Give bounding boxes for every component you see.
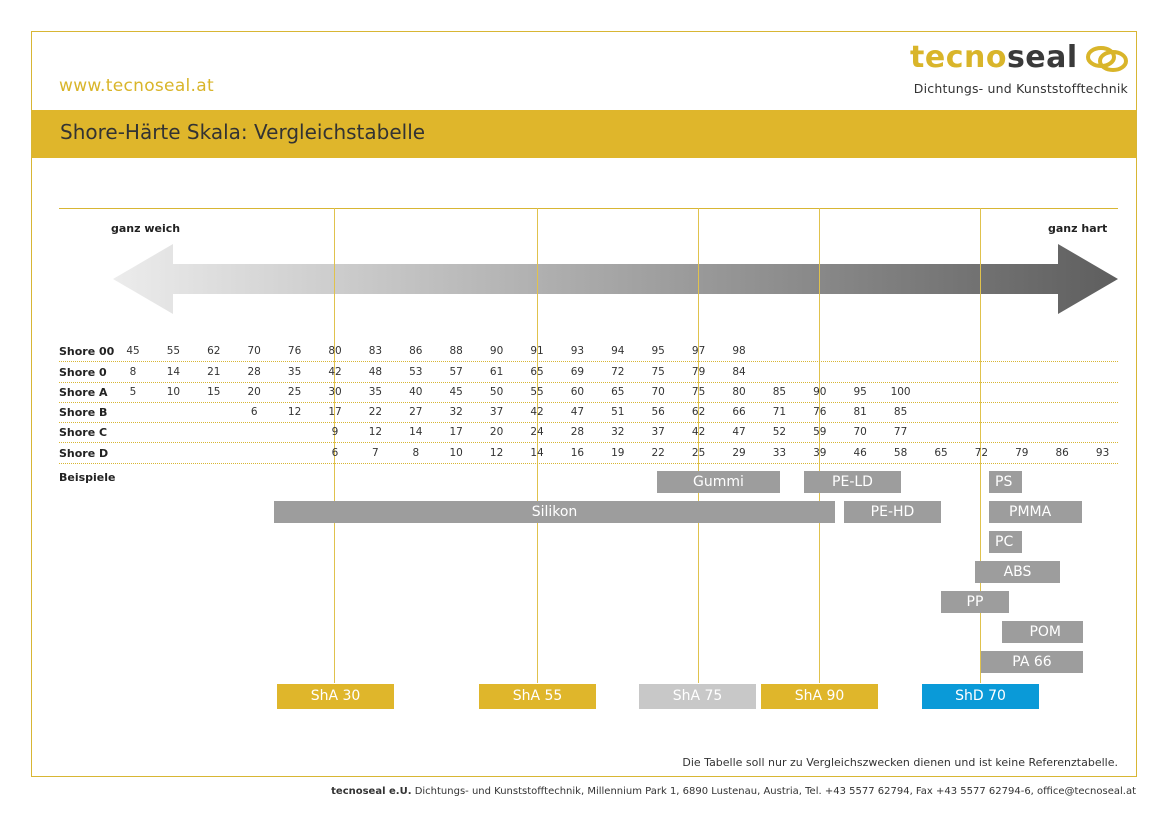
page-title: Shore-Härte Skala: Vergleichstabelle	[60, 120, 426, 144]
table-cell: 61	[489, 366, 504, 378]
table-cell: 70	[247, 345, 261, 357]
table-cell: 42	[328, 366, 342, 378]
hard-label: ganz hart	[1048, 222, 1108, 235]
marker-sha-75: ShA 75	[639, 684, 756, 709]
table-cell: 75	[651, 366, 665, 378]
table-cell: 24	[530, 426, 544, 438]
table-cell: 50	[489, 386, 504, 398]
table-cell: 80	[732, 386, 746, 398]
table-cell: 56	[651, 406, 665, 418]
table-cell: 62	[207, 345, 221, 357]
website-url[interactable]: www.tecnoseal.at	[59, 76, 214, 96]
table-cell: 55	[166, 345, 181, 357]
row-label: Shore D	[59, 447, 109, 460]
table-cell: 37	[651, 426, 665, 438]
table-cell: 39	[813, 447, 827, 459]
table-cell: 17	[449, 426, 463, 438]
table-cell: 33	[772, 447, 787, 459]
table-cell: 70	[651, 386, 665, 398]
guide-line	[698, 208, 699, 683]
table-cell: 95	[651, 345, 665, 357]
table-cell: 51	[611, 406, 625, 418]
table-cell: 32	[449, 406, 463, 418]
table-cell: 65	[530, 366, 544, 378]
table-cell: 27	[409, 406, 423, 418]
table-cell: 45	[126, 345, 140, 357]
table-cell: 37	[489, 406, 504, 418]
table-cell: 90	[489, 345, 504, 357]
table-cell: 14	[409, 426, 423, 438]
table-cell: 86	[1055, 447, 1069, 459]
guide-line	[819, 208, 820, 683]
table-cell: 19	[611, 447, 625, 459]
table-cell: 76	[813, 406, 827, 418]
material-bar-pom: POM	[1002, 621, 1083, 643]
table-cell: 62	[691, 406, 706, 418]
table-cell: 72	[974, 447, 989, 459]
table-cell: 8	[129, 366, 137, 378]
table-cell: 97	[691, 345, 706, 357]
guide-line	[537, 208, 538, 683]
table-cell: 14	[166, 366, 181, 378]
table-cell: 20	[489, 426, 504, 438]
row-label: Shore B	[59, 406, 108, 419]
table-cell: 98	[732, 345, 746, 357]
table-cell: 12	[368, 426, 383, 438]
row-label: Shore C	[59, 426, 108, 439]
table-cell: 17	[328, 406, 342, 418]
material-bar-pe-hd: PE-HD	[844, 501, 941, 523]
row-divider	[59, 463, 1118, 464]
table-cell: 69	[570, 366, 585, 378]
table-cell: 94	[611, 345, 625, 357]
material-bar-silikon: Silikon	[274, 501, 835, 523]
material-bar-ps: PS	[989, 471, 1022, 493]
table-cell: 32	[611, 426, 625, 438]
table-cell: 52	[772, 426, 787, 438]
table-cell: 95	[853, 386, 867, 398]
table-cell: 35	[287, 366, 302, 378]
table-cell: 81	[853, 406, 867, 418]
table-cell: 10	[166, 386, 181, 398]
footer-address: tecnoseal e.U. Dichtungs- und Kunststofftechnik, Millennium Park 1, 6890 Lustenau, Austria, Tel. +43 5577 62794, Fax +43 5577 62794-6, office@tecnoseal.at	[331, 786, 1136, 797]
marker-sha-30: ShA 30	[277, 684, 394, 709]
row-divider	[59, 422, 1118, 423]
table-cell: 90	[813, 386, 827, 398]
table-cell: 21	[207, 366, 221, 378]
row-label: Shore 00	[59, 345, 115, 358]
table-cell: 12	[287, 406, 302, 418]
row-label: Shore 0	[59, 366, 107, 379]
row-label: Shore A	[59, 386, 108, 399]
table-cell: 16	[570, 447, 585, 459]
guide-line	[334, 208, 335, 683]
marker-sha-55: ShA 55	[479, 684, 596, 709]
soft-label: ganz weich	[111, 222, 181, 235]
marker-shd-70: ShD 70	[922, 684, 1039, 709]
logo-subtitle: Dichtungs- und Kunststofftechnik	[913, 81, 1128, 96]
table-cell: 22	[651, 447, 665, 459]
table-cell: 47	[570, 406, 585, 418]
table-cell: 12	[489, 447, 504, 459]
table-cell: 48	[368, 366, 383, 378]
table-cell: 91	[530, 345, 544, 357]
table-cell: 20	[247, 386, 261, 398]
table-cell: 85	[893, 406, 908, 418]
row-divider	[59, 361, 1118, 362]
table-cell: 65	[934, 447, 948, 459]
table-cell: 75	[691, 386, 706, 398]
table-cell: 28	[570, 426, 585, 438]
table-cell: 100	[890, 386, 911, 398]
table-cell: 42	[691, 426, 706, 438]
table-cell: 70	[853, 426, 867, 438]
table-cell: 7	[372, 447, 379, 459]
table-cell: 22	[368, 406, 383, 418]
table-cell: 29	[732, 447, 746, 459]
table-cell: 15	[207, 386, 221, 398]
table-cell: 79	[691, 366, 706, 378]
material-bar-pe-ld: PE-LD	[804, 471, 901, 493]
table-cell: 59	[813, 426, 827, 438]
table-cell: 47	[732, 426, 746, 438]
table-cell: 65	[611, 386, 625, 398]
table-cell: 93	[1095, 447, 1110, 459]
table-cell: 10	[449, 447, 463, 459]
table-cell: 77	[893, 426, 908, 438]
table-cell: 25	[691, 447, 706, 459]
material-bar-abs: ABS	[975, 561, 1060, 583]
table-cell: 93	[570, 345, 585, 357]
table-cell: 79	[1015, 447, 1029, 459]
table-cell: 45	[449, 386, 463, 398]
table-cell: 60	[570, 386, 585, 398]
material-bar-pa-66: PA 66	[981, 651, 1083, 673]
table-cell: 85	[772, 386, 787, 398]
table-cell: 6	[250, 406, 258, 418]
table-cell: 83	[368, 345, 383, 357]
table-cell: 6	[331, 447, 339, 459]
table-cell: 46	[853, 447, 867, 459]
disclaimer-note: Die Tabelle soll nur zu Vergleichszwecken dienen und ist keine Referenztabelle.	[682, 756, 1118, 769]
row-divider	[59, 402, 1118, 403]
table-cell: 80	[328, 345, 342, 357]
material-bar-pmma: PMMA	[989, 501, 1082, 523]
table-cell: 8	[412, 447, 420, 459]
row-divider	[59, 442, 1118, 443]
table-cell: 58	[893, 447, 908, 459]
table-cell: 5	[129, 386, 137, 398]
table-cell: 28	[247, 366, 261, 378]
table-cell: 88	[449, 345, 463, 357]
logo-wordmark: tecnoseal	[910, 40, 1078, 75]
table-cell: 30	[328, 386, 342, 398]
table-cell: 42	[530, 406, 544, 418]
row-divider	[59, 382, 1118, 383]
marker-sha-90: ShA 90	[761, 684, 878, 709]
table-cell: 55	[530, 386, 544, 398]
table-cell: 14	[530, 447, 544, 459]
table-cell: 76	[287, 345, 302, 357]
table-cell: 66	[732, 406, 746, 418]
material-bar-gummi: Gummi	[657, 471, 780, 493]
examples-label: Beispiele	[59, 471, 116, 484]
table-cell: 25	[287, 386, 302, 398]
table-cell: 9	[331, 426, 339, 438]
material-bar-pp: PP	[941, 591, 1009, 613]
table-cell: 40	[409, 386, 423, 398]
table-cell: 53	[409, 366, 423, 378]
table-cell: 86	[409, 345, 423, 357]
table-cell: 35	[368, 386, 383, 398]
material-bar-pc: PC	[989, 531, 1022, 553]
table-cell: 72	[611, 366, 625, 378]
table-cell: 57	[449, 366, 463, 378]
table-cell: 84	[732, 366, 746, 378]
table-cell: 71	[772, 406, 787, 418]
